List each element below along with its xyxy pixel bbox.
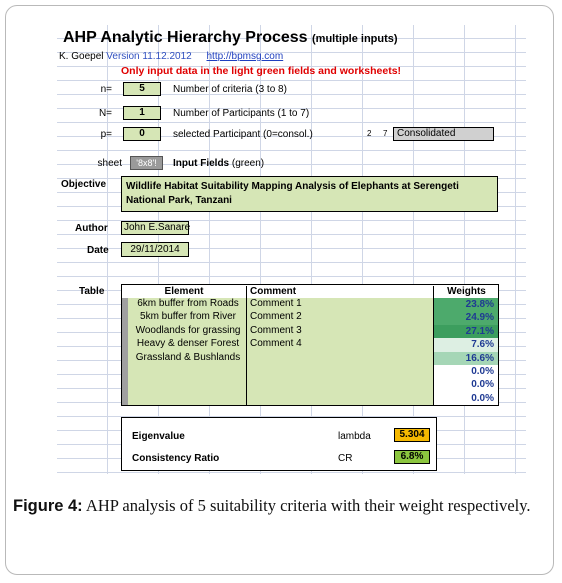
weight-cell: 0.0% (434, 378, 498, 391)
consistency-ratio-label: Consistency Ratio (132, 453, 220, 464)
author-field[interactable]: John E.Sanare (121, 221, 189, 235)
participant-number-1: 2 (367, 129, 372, 138)
objective-field[interactable]: Wildlife Habitat Suitability Mapping Analysis of Elephants at Serengeti National Park, Tanzani (121, 176, 498, 212)
weights-table (121, 284, 499, 406)
table-label: Table (79, 286, 105, 297)
weight-cell: 0.0% (434, 392, 498, 405)
meta-line (59, 51, 283, 62)
element-header: Element (122, 286, 247, 298)
input-fields-note: Input Fields (green) (173, 158, 265, 169)
selected-participant-input[interactable]: 0 (123, 127, 161, 141)
element-cell[interactable]: 5km buffer from River (140, 311, 236, 323)
author-label: Author (75, 223, 108, 234)
element-cell[interactable]: Heavy & denser Forest (136, 338, 240, 350)
element-cell[interactable]: Woodlands for grassing (135, 324, 241, 336)
comment-cell[interactable]: Comment 4 (250, 338, 302, 350)
spreadsheet (57, 25, 526, 474)
figure-caption (13, 494, 547, 518)
date-label: Date (87, 245, 109, 256)
weight-cell: 16.6% (434, 352, 498, 365)
weight-cell: 27.1% (434, 325, 498, 338)
weight-cell: 7.6% (434, 338, 498, 351)
selected-participant-description: selected Participant (0=consol.) (173, 129, 313, 140)
n-label: n= (100, 84, 112, 95)
element-cell[interactable]: Grassland & Bushlands (135, 351, 241, 363)
lambda-label: lambda (338, 431, 371, 442)
figure-label: Figure 4: (13, 497, 83, 515)
sheet-reference[interactable]: '8x8'! (130, 156, 163, 170)
participant-number-2: 7 (383, 129, 388, 138)
participants-description: Number of Participants (1 to 7) (173, 108, 310, 119)
sheet-label: sheet (97, 158, 122, 169)
participants-input[interactable]: 1 (123, 106, 161, 120)
version-text: Version 11.12.2012 (106, 51, 192, 62)
weight-cell: 24.9% (434, 311, 498, 324)
page-title: AHP Analytic Hierarchy Process (multiple inputs) (63, 29, 398, 46)
element-cell[interactable]: 6km buffer from Roads (137, 298, 239, 309)
consolidated-field: Consolidated (393, 127, 494, 141)
table-rows (122, 298, 498, 405)
objective-label: Objective (61, 179, 107, 190)
caption-text: AHP analysis of 5 suitability criteria with their weight respectively. (85, 496, 531, 515)
lambda-value: 5.304 (394, 428, 430, 442)
date-field[interactable]: 29/11/2014 (121, 242, 189, 257)
comment-cell[interactable]: Comment 3 (250, 324, 302, 336)
participants-label: N= (98, 108, 112, 119)
cr-label: CR (338, 453, 353, 464)
weights-header: Weights (433, 286, 499, 298)
comment-cell[interactable]: Comment 1 (250, 298, 302, 309)
weight-cell: 23.8% (434, 298, 498, 311)
n-description: Number of criteria (3 to 8) (173, 84, 287, 95)
eigenvalue-label: Eigenvalue (132, 431, 185, 442)
n-input[interactable]: 5 (123, 82, 161, 96)
table-header-row (122, 285, 498, 299)
cr-value: 6.8% (394, 450, 430, 464)
comment-header: Comment (250, 286, 297, 297)
weight-cell: 0.0% (434, 365, 498, 378)
selected-participant-label: p= (100, 129, 112, 140)
comment-cell[interactable]: Comment 2 (250, 311, 302, 323)
author-credit: K. Goepel (59, 51, 104, 62)
warning-text: Only input data in the light green fields and worksheets! (121, 65, 402, 77)
results-box (121, 417, 437, 471)
website-link[interactable]: http://bpmsg.com (206, 51, 284, 62)
